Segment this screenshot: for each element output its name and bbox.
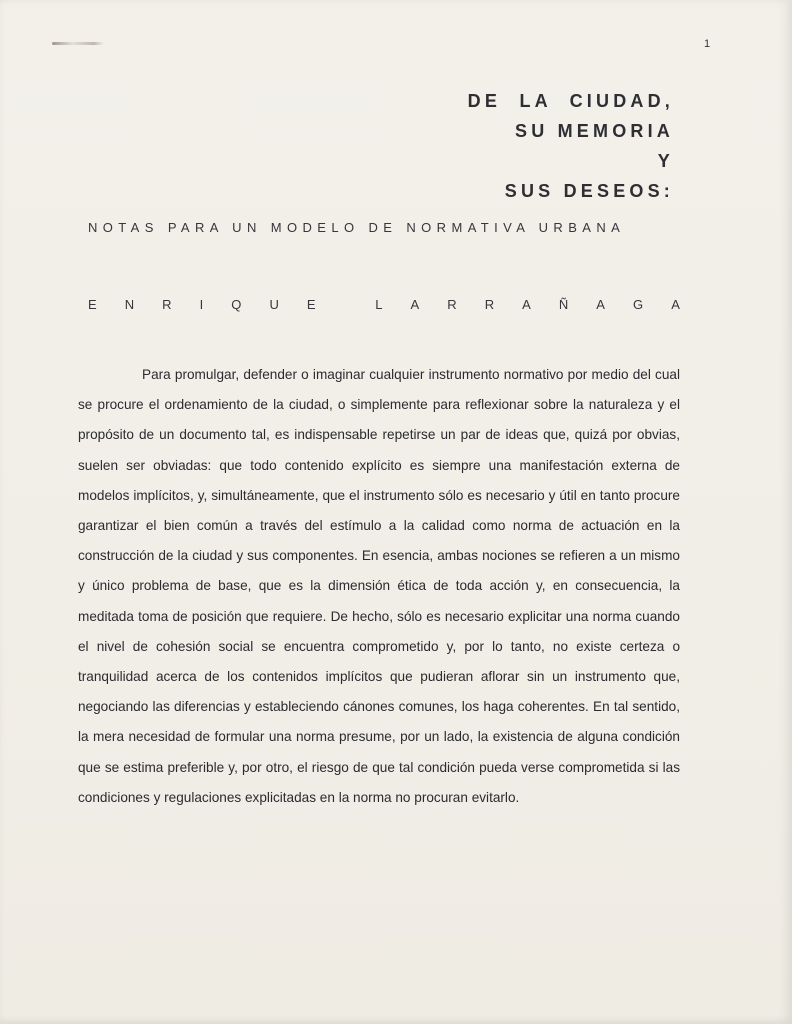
author-letter: N	[124, 297, 135, 312]
author-letter: G	[633, 297, 644, 312]
page-number: 1	[704, 38, 711, 50]
author-letter: A	[410, 297, 420, 312]
body-paragraph: Para promulgar, defender o imaginar cualquier instrumento normativo por medio del cual se procure el ordenamiento de la ciudad, o simplemente para reflexionar sobre la naturaleza y el propósito de un documento tal, es indispensable repetirse un par de ideas que, quizá por obvias, suelen ser obviadas: que todo contenido explícito es siempre una manifestación externa de modelos implícitos, y, simultáneamente, que el instrumento sólo es necesario y útil en tanto procure garantizar el bien común a través del estímulo a la calidad como norma de actuación en la construcción de la ciudad y sus componentes. En esencia, ambas nociones se refieren a un mismo y único problema de base, que es la dimensión ética de toda acción y, en consecuencia, la meditada toma de posición que requiere. De hecho, sólo es necesario explicitar una norma cuando el nivel de cohesión social se encuentra comprometido y, por lo tanto, no existe certeza o tranquilidad acerca de los contenidos implícitos que pudieran aflorar sin un instrumento que, negociando las diferencias y estableciendo cánones comunes, los haga coherentes. En tal sentido, la mera necesidad de formular una norma presume, por un lado, la existencia de alguna condición que se estima preferible y, por otro, el riesgo de que tal condición pueda verse comprometida si las condiciones y regulaciones explicitadas en la norma no procuran evitarlo.	[78, 367, 680, 805]
title-line-1: DE LA CIUDAD,	[467, 91, 674, 111]
title-line-4: SUS DESEOS:	[504, 181, 674, 201]
author-letter: A	[522, 297, 531, 312]
author-letter	[344, 297, 348, 312]
title-line-2: SU MEMORIA	[515, 121, 674, 141]
body-text	[78, 360, 680, 813]
document-subtitle: NOTAS PARA UN MODELO DE NORMATIVA URBANA	[88, 220, 626, 235]
ink-smudge	[52, 42, 104, 45]
author-letter: R	[447, 297, 457, 312]
author-letter: E	[88, 297, 97, 312]
author-letter: Ñ	[558, 297, 569, 312]
author-letter: R	[484, 297, 495, 312]
author-letter: A	[671, 297, 680, 312]
author-letter: I	[199, 297, 204, 312]
author-letter: E	[306, 297, 316, 312]
author-letter: Q	[231, 297, 242, 312]
title-line-3: Y	[657, 151, 674, 171]
author-name	[88, 297, 680, 312]
document-title	[468, 86, 674, 206]
author-letter: A	[596, 297, 605, 312]
author-letter: L	[375, 297, 383, 312]
author-letter: R	[162, 297, 172, 312]
author-letter: U	[269, 297, 279, 312]
